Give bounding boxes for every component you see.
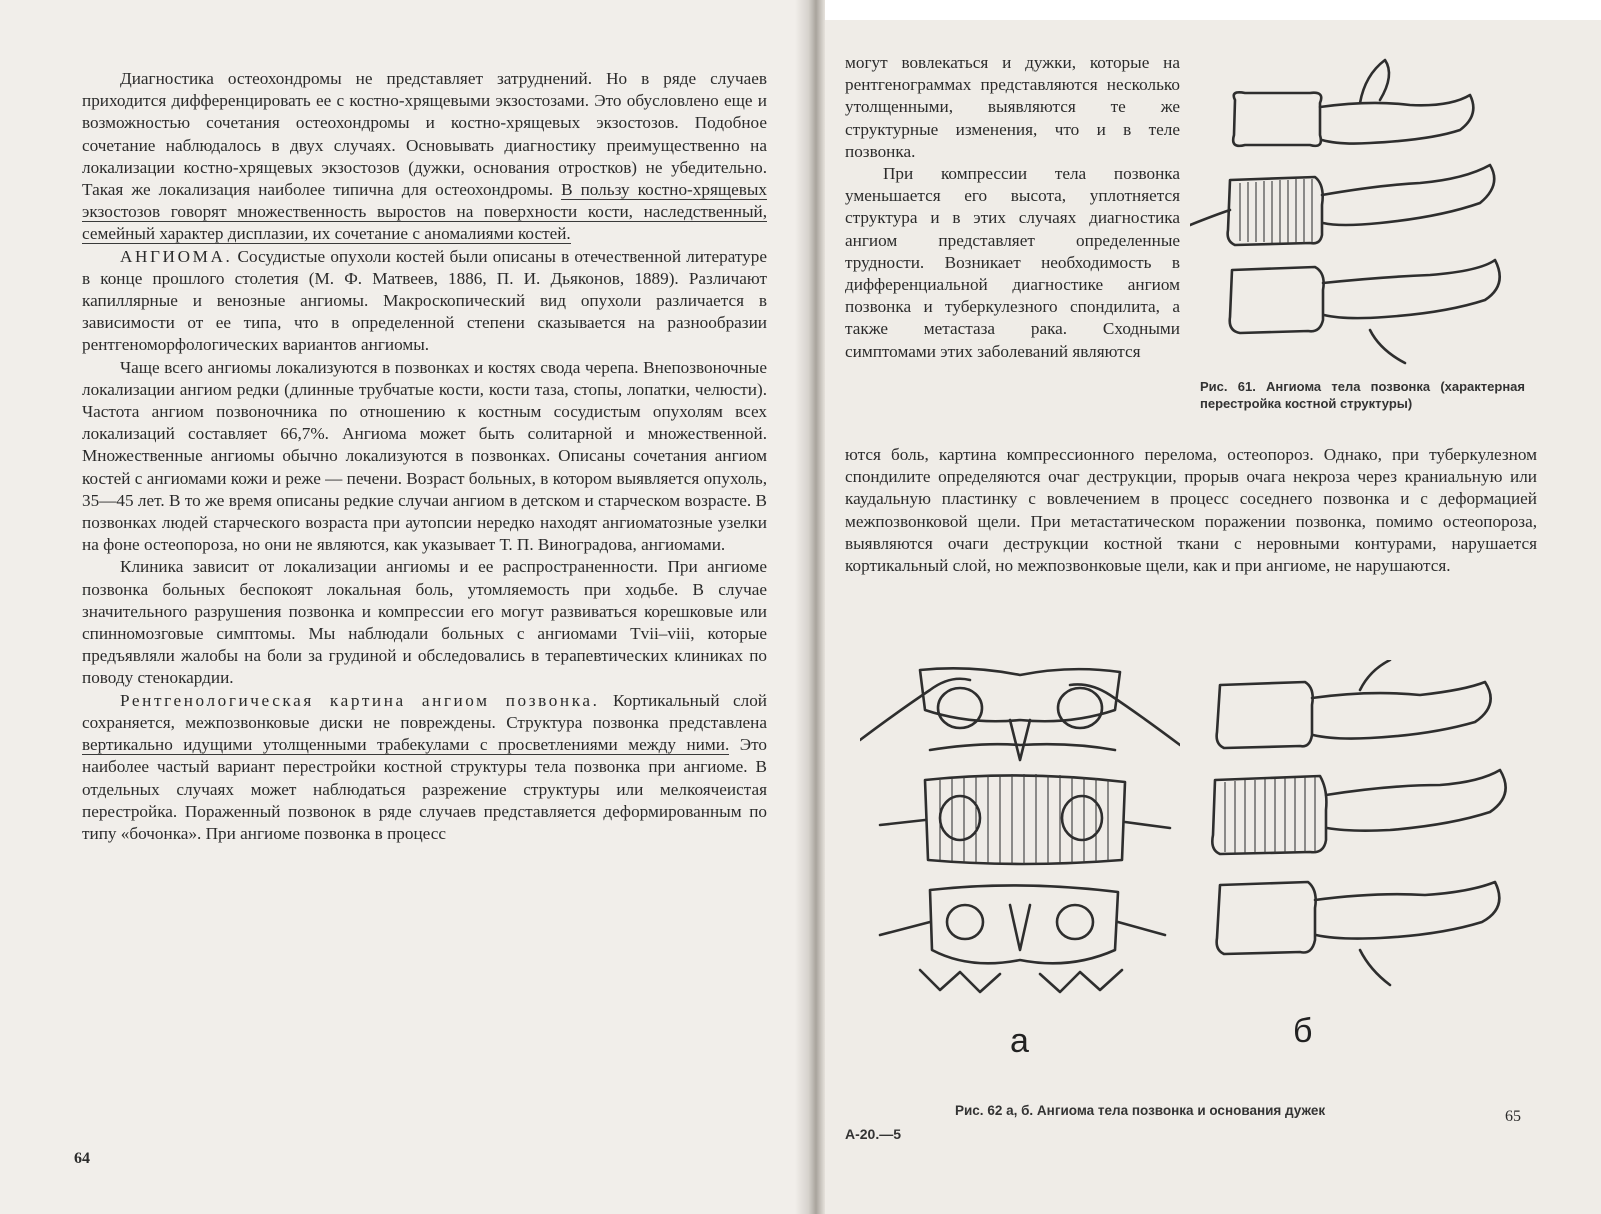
figure-62a-vertebra-drawing [860, 650, 1180, 1020]
underlined-text: вертикально идущими утолщенными трабекулами с просветлениями между ними. [82, 735, 730, 755]
paragraph-clinic: Клиника зависит от локализации ангиомы и ее распространенности. При ангиоме позвонка больных беспокоят локальная боль, утомляемость при ходьбе. В случае значительного разрушения позвонка и компрессии его могут развиваться корешковые или спинномозговые симптомы. Мы наблюдали больных с ангиомами Tvii–viii, которые предъявляли жалобы на боли за грудиной и обследовались в терапевтических клиниках по поводу стенокардии. [82, 557, 767, 688]
paragraph-xray [82, 690, 767, 845]
underlined-text: В пользу костно-хрящевых экзостозов говорят множественность выростов на поверхности кости, наследственный, семейный характер дисплазии, их сочетание с аномалиями костей. [82, 180, 767, 244]
paragraph-text: Кортикальный слой сохраняется, межпозвонковые диски не повреждены. Структура позвонка представлена [82, 690, 767, 732]
figure-62a-label: а [1010, 1022, 1029, 1060]
figure-61-vertebra-drawing [1190, 45, 1530, 370]
figure-62b-label: б [1293, 1012, 1313, 1050]
paragraph-localization: Чаще всего ангиомы локализуются в позвонках и костях свода черепа. Внепозвоночные локализации ангиом редки (длинные трубчатые кости, кости таза, стопы, лопатки, челюсти). Частота ангиом позвоночника по отношению к костным сосудистым опухолям всех локализаций составляет 66,7%. Ангиома может быть солитарной и множественной. Множественные ангиомы обычно локализуются в позвонках. Описаны сочетания ангиом костей с ангиомами кожи и реже — печени. Возраст больных, в котором выявляется опухоль, 35—45 лет. В то же время описаны редкие случаи ангиом в детском и старческом возрасте. В позвонках людей старческого возраста при аутопсии нередко находят ангиоматозные узелки на фоне остеопороза, но они не являются, как указывает Т. П. Виноградова, ангиомами. [82, 357, 767, 555]
section-heading-angioma: АНГИОМА. [120, 246, 233, 266]
paragraph-arches: могут вовлекаться и дужки, которые на рентгенограммах представляются несколько утолщенными, выявляются те же структурные изменения, что и в теле позвонка. [845, 53, 1180, 161]
figure-61-caption: Рис. 61. Ангиома тела позвонка (характерная перестройка костной структуры) [1200, 379, 1525, 411]
paragraph-text: Диагностика остеохондромы не представляет затруднений. Но в ряде случаев приходится дифференцировать ее с костно-хрящевыми экзостозами. Это обусловлено еще и возможностью сочетания остеохондромы и костно-хрящевых экзостозов. Подобное сочетание наблюдалось в двух случаях. Основывать диагностику преимущественно на локализации костно-хрящевых экзостозов (дужки, основания отростков) не убедительно. Такая же локализация наиболее типична для остеохондромы. [82, 69, 767, 200]
paragraph-osteochondroma [82, 68, 767, 246]
paragraph-compression: При компрессии тела позвонка уменьшается его высота, уплотняется структура и в этих случаях диагностика ангиом представляет определенные трудности. Возникает необходимость в дифференциальной диагностике ангиом позвонка и туберкулезного спондилита, а также метастаза рака. Сходными симптомами этих заболеваний являются [845, 164, 1180, 361]
paragraph-text: Это наиболее частый вариант перестройки костной структуры тела позвонка при ангиоме. В отдельных случаях может наблюдаться разрежение структуры или мелкоячеистая перестройка. Пораженный позвонок в ряде случаев представляется деформированным по типу «бочонка». При ангиоме позвонка в процесс [82, 735, 768, 843]
vertebra-hatch [1240, 179, 1312, 243]
section-heading-xray: Рентгенологическая картина ангиом позвонка. [120, 690, 600, 710]
vertebra-hatch [940, 774, 1108, 864]
paragraph-text: Сосудистые опухоли костей были описаны в отечественной литературе в конце прошлого столетия (М. Ф. Матвеев, 1886, П. И. Дьяконов, 1889). Различают капиллярные и венозные ангиомы. Макроскопический вид опухоли различается в зависимости от ее типа, что в определенной степени сказывается на разнообразии рентгеноморфологических вариантов ангиомы. [82, 246, 767, 355]
figure-62-caption: Рис. 62 а, б. Ангиома тела позвонка и основания дужек [955, 1103, 1326, 1118]
paragraph-differential: ются боль, картина компрессионного перелома, остеопороз. Однако, при туберкулезном спондилите определяются очаг деструкции, прорыв очага некроза через краниальную или каудальную пластинку с вовлечением в процесс соседнего позвонка и с деформацией межпозвонковой щели. При метастатическом поражении позвонка, помимо остеопороза, выявляются очаги деструкции костной ткани с неровными контурами, нарушается кортикальный слой, но межпозвонковые щели, как и при ангиоме, не нарушаются. [845, 445, 1537, 576]
page-number-right: 65 [1505, 1108, 1521, 1125]
page-number-left: 64 [74, 1150, 90, 1167]
left-page-text [82, 68, 767, 845]
vertebra-hatch [1225, 777, 1315, 853]
right-top-text [845, 52, 1180, 363]
printer-signature: А-20.—5 [845, 1126, 902, 1142]
figure-62b-vertebra-drawing [1210, 660, 1520, 990]
book-gutter [795, 0, 825, 1214]
right-wide-text [845, 444, 1537, 577]
paragraph-angioma [82, 246, 767, 357]
